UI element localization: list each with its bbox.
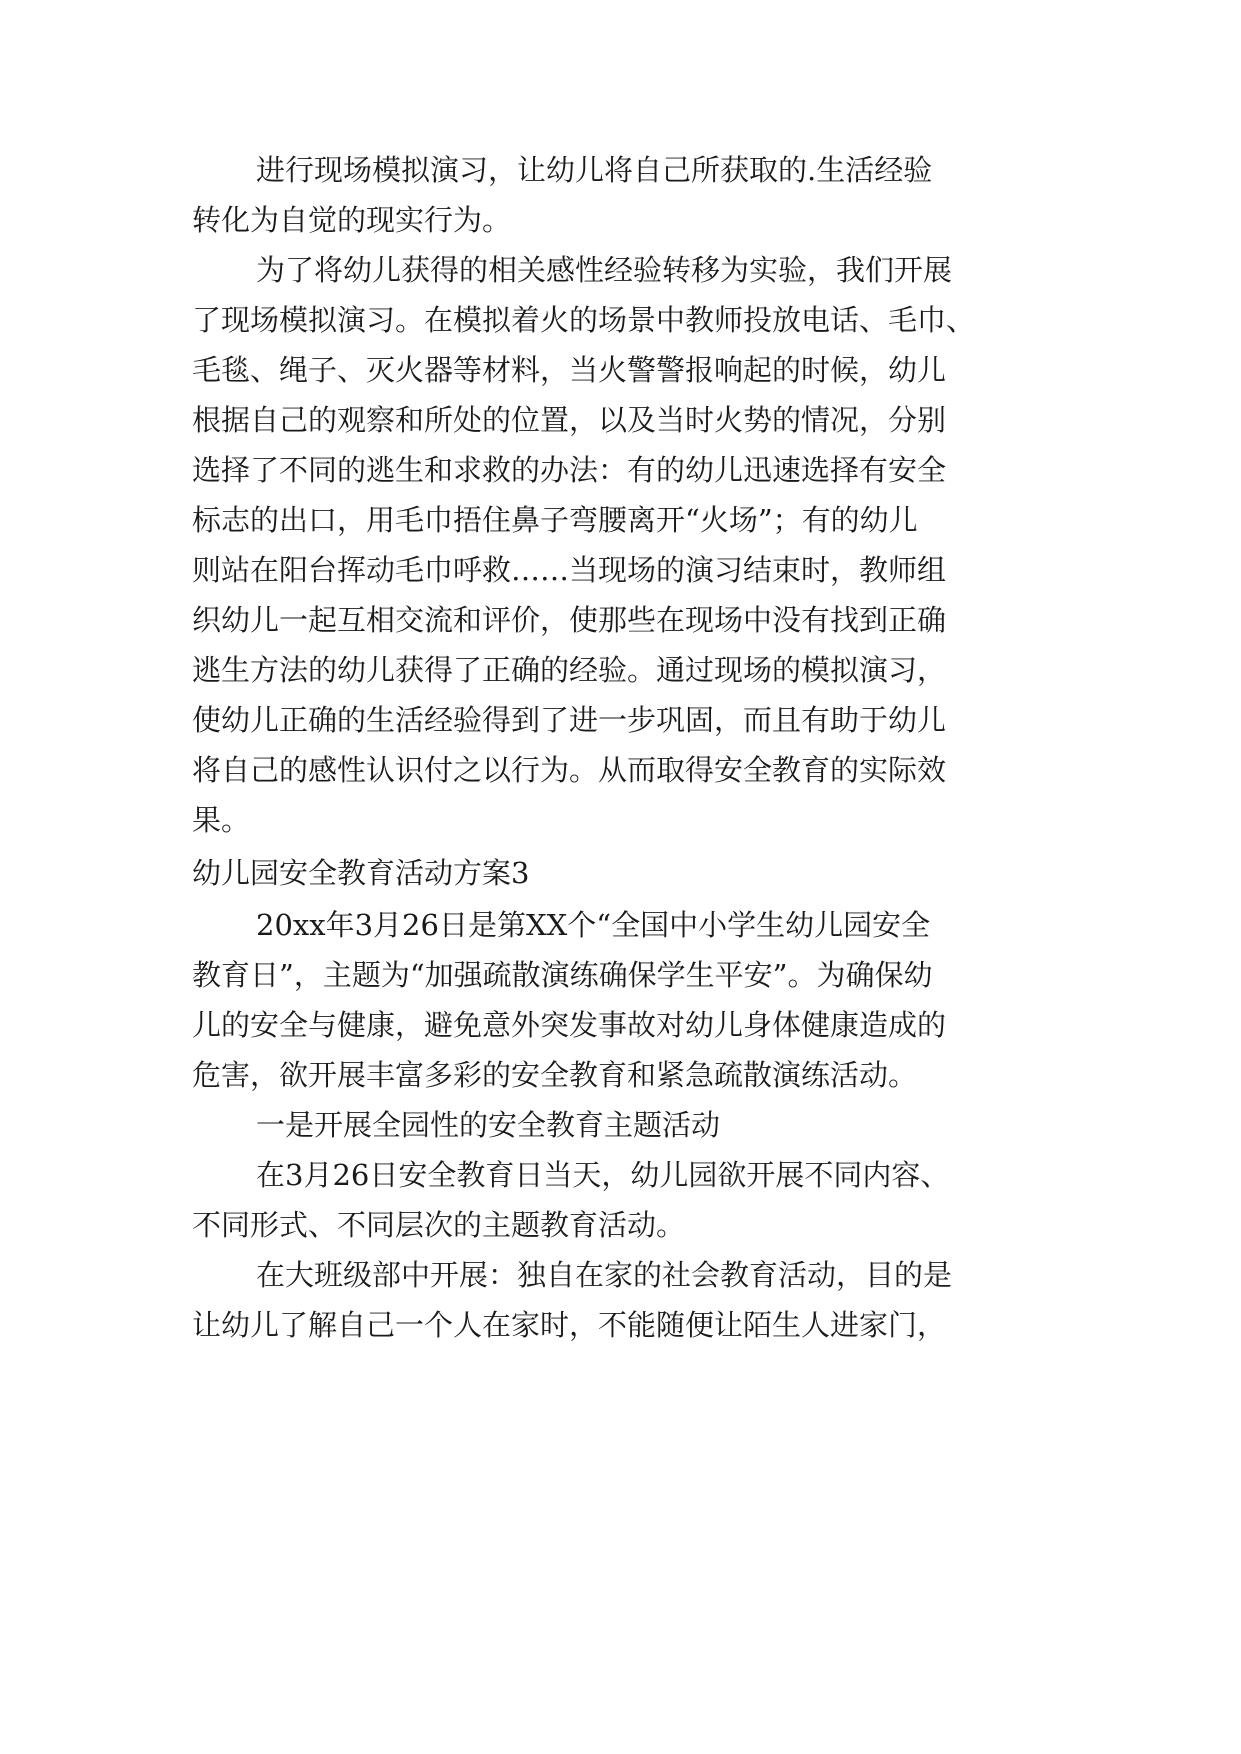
body-text-line: 毛毯、绳子、灭火器等材料，当火警警报响起的时候，幼儿 (192, 353, 947, 387)
body-text-line: 了现场模拟演习。在模拟着火的场景中教师投放电话、毛巾、 (192, 303, 976, 337)
body-text-line: 使幼儿正确的生活经验得到了进一步巩固，而且有助于幼儿 (192, 703, 947, 737)
body-text-line: 选择了不同的逃生和求救的办法：有的幼儿迅速选择有安全 (192, 453, 947, 487)
body-text-line: 进行现场模拟演习，让幼儿将自己所获取的.生活经验 (256, 153, 933, 187)
body-text-line: 织幼儿一起互相交流和评价，使那些在现场中没有找到正确 (192, 603, 947, 637)
body-text-line: 危害，欲开展丰富多彩的安全教育和紧急疏散演练活动。 (192, 1058, 918, 1092)
body-text-line: 根据自己的观察和所处的位置，以及当时火势的情况，分别 (192, 403, 947, 437)
body-text-line: 则站在阳台挥动毛巾呼救……当现场的演习结束时，教师组 (192, 553, 947, 587)
body-text-line: 果。 (192, 803, 251, 837)
body-text-line: 逃生方法的幼儿获得了正确的经验。通过现场的模拟演习， (192, 653, 947, 687)
body-text-line: 转化为自觉的现实行为。 (192, 203, 512, 237)
body-text-line: 在3月26日安全教育日当天，幼儿园欲开展不同内容、 (256, 1158, 950, 1192)
body-text-line: 让幼儿了解自己一个人在家时，不能随便让陌生人进家门， (192, 1308, 947, 1342)
body-text-line: 将自己的感性认识付之以行为。从而取得安全教育的实际效 (192, 753, 947, 787)
body-text-line: 不同形式、不同层次的主题教育活动。 (192, 1208, 686, 1242)
body-text-line: 为了将幼儿获得的相关感性经验转移为实验，我们开展 (256, 253, 953, 287)
body-text-line: 教育日”，主题为“加强疏散演练确保学生平安”。为确保幼 (192, 958, 933, 992)
body-text-line: 儿的安全与健康，避免意外突发事故对幼儿身体健康造成的 (192, 1008, 947, 1042)
body-text-line: 20xx年3月26日是第XX个“全国中小学生幼儿园安全 (256, 908, 931, 942)
body-text-line: 一是开展全园性的安全教育主题活动 (256, 1108, 721, 1142)
body-text-line: 在大班级部中开展：独自在家的社会教育活动，目的是 (256, 1258, 953, 1292)
body-text-line: 标志的出口，用毛巾捂住鼻子弯腰离开“火场”；有的幼儿 (192, 503, 918, 537)
section-heading: 幼儿园安全教育活动方案3 (192, 856, 530, 890)
